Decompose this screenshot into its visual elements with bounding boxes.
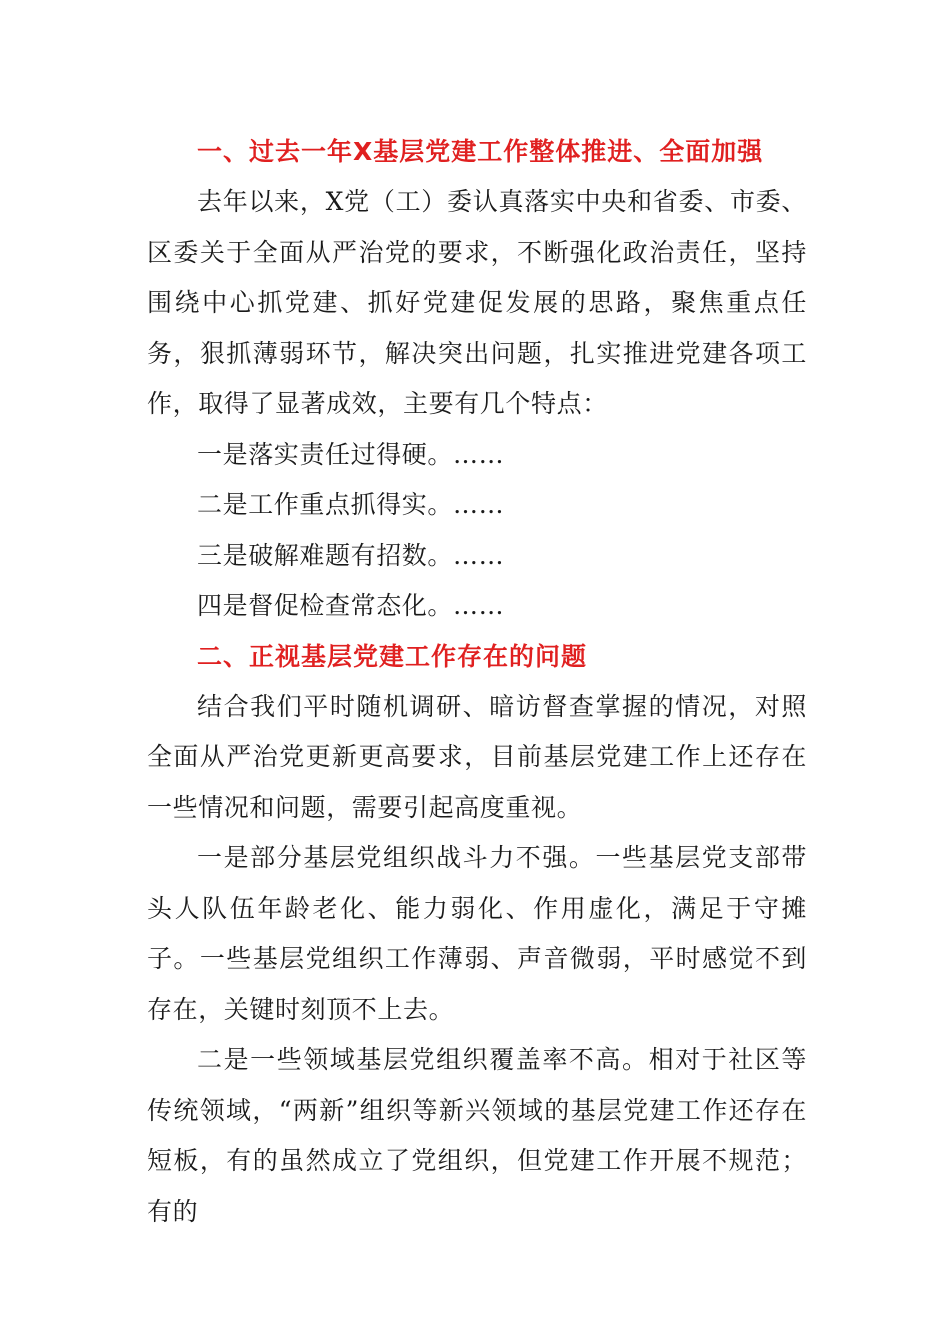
section-2-heading: 二、正视基层党建工作存在的问题 [197, 641, 588, 671]
section-2-intro: 结合我们平时随机调研、暗访督查掌握的情况，对照全面从严治党更新更高要求，目前基层党建工作上还存在一些情况和问题，需要引起高度重视。 [147, 691, 807, 822]
section-1-point-1: 一是落实责任过得硬。…… [197, 439, 505, 469]
document-body [147, 127, 807, 1237]
section-1-point-4: 四是督促检查常态化。…… [197, 591, 505, 620]
section-1-point-2: 二是工作重点抓得实。…… [197, 490, 505, 519]
section-1-point-3: 三是破解难题有招数。…… [197, 540, 505, 570]
section-2-issue-1: 一是部分基层党组织战斗力不强。一些基层党支部带头人队伍年龄老化、能力弱化、作用虚化，满足于守摊子。一些基层党组织工作薄弱、声音微弱，平时感觉不到存在，关键时刻顶不上去。 [147, 843, 807, 1024]
section-2-issue-2: 二是一些领域基层党组织覆盖率不高。相对于社区等传统领域，“两新”组织等新兴领域的基层党建工作还存在短板，有的虽然成立了党组织，但党建工作开展不规范；有的 [147, 1045, 807, 1226]
section-1-intro: 去年以来，X党（工）委认真落实中央和省委、市委、区委关于全面从严治党的要求，不断强化政治责任，坚持围绕中心抓党建、抓好党建促发展的思路，聚焦重点任务，狠抓薄弱环节，解决突出问题，扎实推进党建各项工作，取得了显著成效，主要有几个特点： [147, 187, 807, 418]
section-1-heading: 一、过去一年X基层党建工作整体推进、全面加强 [197, 137, 764, 166]
